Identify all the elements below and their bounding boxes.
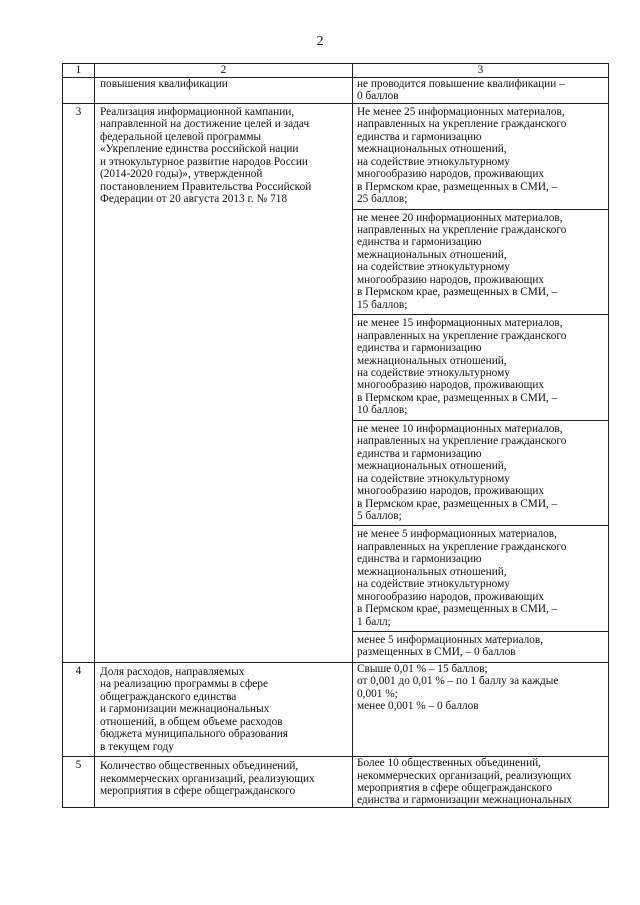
criteria-subcell: не менее 20 информационных материалов, направленных на укрепление гражданского единства и гармонизацию межнациональных отношений, на содействие этнокультурному многообразию народов, проживающих в Пермском крае, размещенных в СМИ, – 15 баллов; bbox=[353, 209, 608, 315]
criteria-table bbox=[62, 63, 609, 808]
row-number: 3 bbox=[63, 103, 95, 662]
criteria-text: Более 10 общественных объединений, некоммерческих организаций, реализующих мероприятия в сфере общегражданского единства и гармонизации межнациональных bbox=[357, 757, 572, 807]
table-row bbox=[63, 662, 609, 756]
header-col-3: 3 bbox=[353, 64, 609, 78]
row-number: 5 bbox=[63, 757, 95, 808]
indicator-text: Реализация информационной кампании, направленной на достижение целей и задач федеральной целевой программы «Укрепление единства российской нации и этнокультурное развитие народов России (2014-2020 годы)», утвержденной постановлением Правительства Российской Федерации от 20 августа 2013 г. № 718 bbox=[100, 105, 312, 206]
criteria-subcell: не менее 15 информационных материалов, направленных на укрепление гражданского единства и гармонизацию межнациональных отношений, на содействие этнокультурному многообразию народов, проживающих в Пермском крае, размещенных в СМИ, – 10 баллов; bbox=[353, 314, 608, 420]
table-header-row bbox=[63, 64, 609, 78]
criteria-text: Свыше 0,01 % – 15 баллов; от 0,001 до 0,01 % – по 1 баллу за каждые 0,001 %; менее 0,001 % – 0 баллов bbox=[357, 662, 559, 713]
table-row bbox=[63, 757, 609, 808]
header-col-2: 2 bbox=[95, 64, 353, 78]
indicator-text: повышения квалификации bbox=[100, 78, 228, 90]
criteria-text: не проводится повышение квалификации – 0 баллов bbox=[357, 78, 565, 103]
indicator-text: Количество общественных объединений, некоммерческих организаций, реализующих мероприятия в сфере общегражданского bbox=[100, 760, 315, 798]
header-col-1: 1 bbox=[63, 64, 95, 78]
row-number: 4 bbox=[63, 662, 95, 756]
indicator-text: Доля расходов, направляемых на реализацию программы в сфере общегражданского единства и гармонизации межнациональных отношений, в общем объеме расходов бюджета муниципального образования в текущем году bbox=[100, 665, 288, 753]
table-row bbox=[63, 78, 609, 104]
criteria-subcell: не менее 5 информационных материалов, направленных на укрепление гражданского единства и гармонизацию межнациональных отношений, на содействие этнокультурному многообразию народов, проживающих в Пермском крае, размещенных в СМИ, – 1 балл; bbox=[353, 525, 608, 631]
criteria-subcell: менее 5 информационных материалов, размещенных в СМИ, – 0 баллов bbox=[353, 631, 608, 662]
criteria-subcell: не менее 10 информационных материалов, направленных на укрепление гражданского единства и гармонизацию межнациональных отношений, на содействие этнокультурному многообразию народов, проживающих в Пермском крае, размещенных в СМИ, – 5 баллов; bbox=[353, 420, 608, 526]
criteria-subcell: Не менее 25 информационных материалов, направленных на укрепление гражданского единства и гармонизацию межнациональных отношений, на содействие этнокультурному многообразию народов, проживающих в Пермском крае, размещенных в СМИ, – 25 баллов; bbox=[357, 105, 567, 206]
page-number: 2 bbox=[316, 34, 324, 49]
table-row bbox=[63, 103, 609, 662]
row-number bbox=[63, 78, 95, 104]
